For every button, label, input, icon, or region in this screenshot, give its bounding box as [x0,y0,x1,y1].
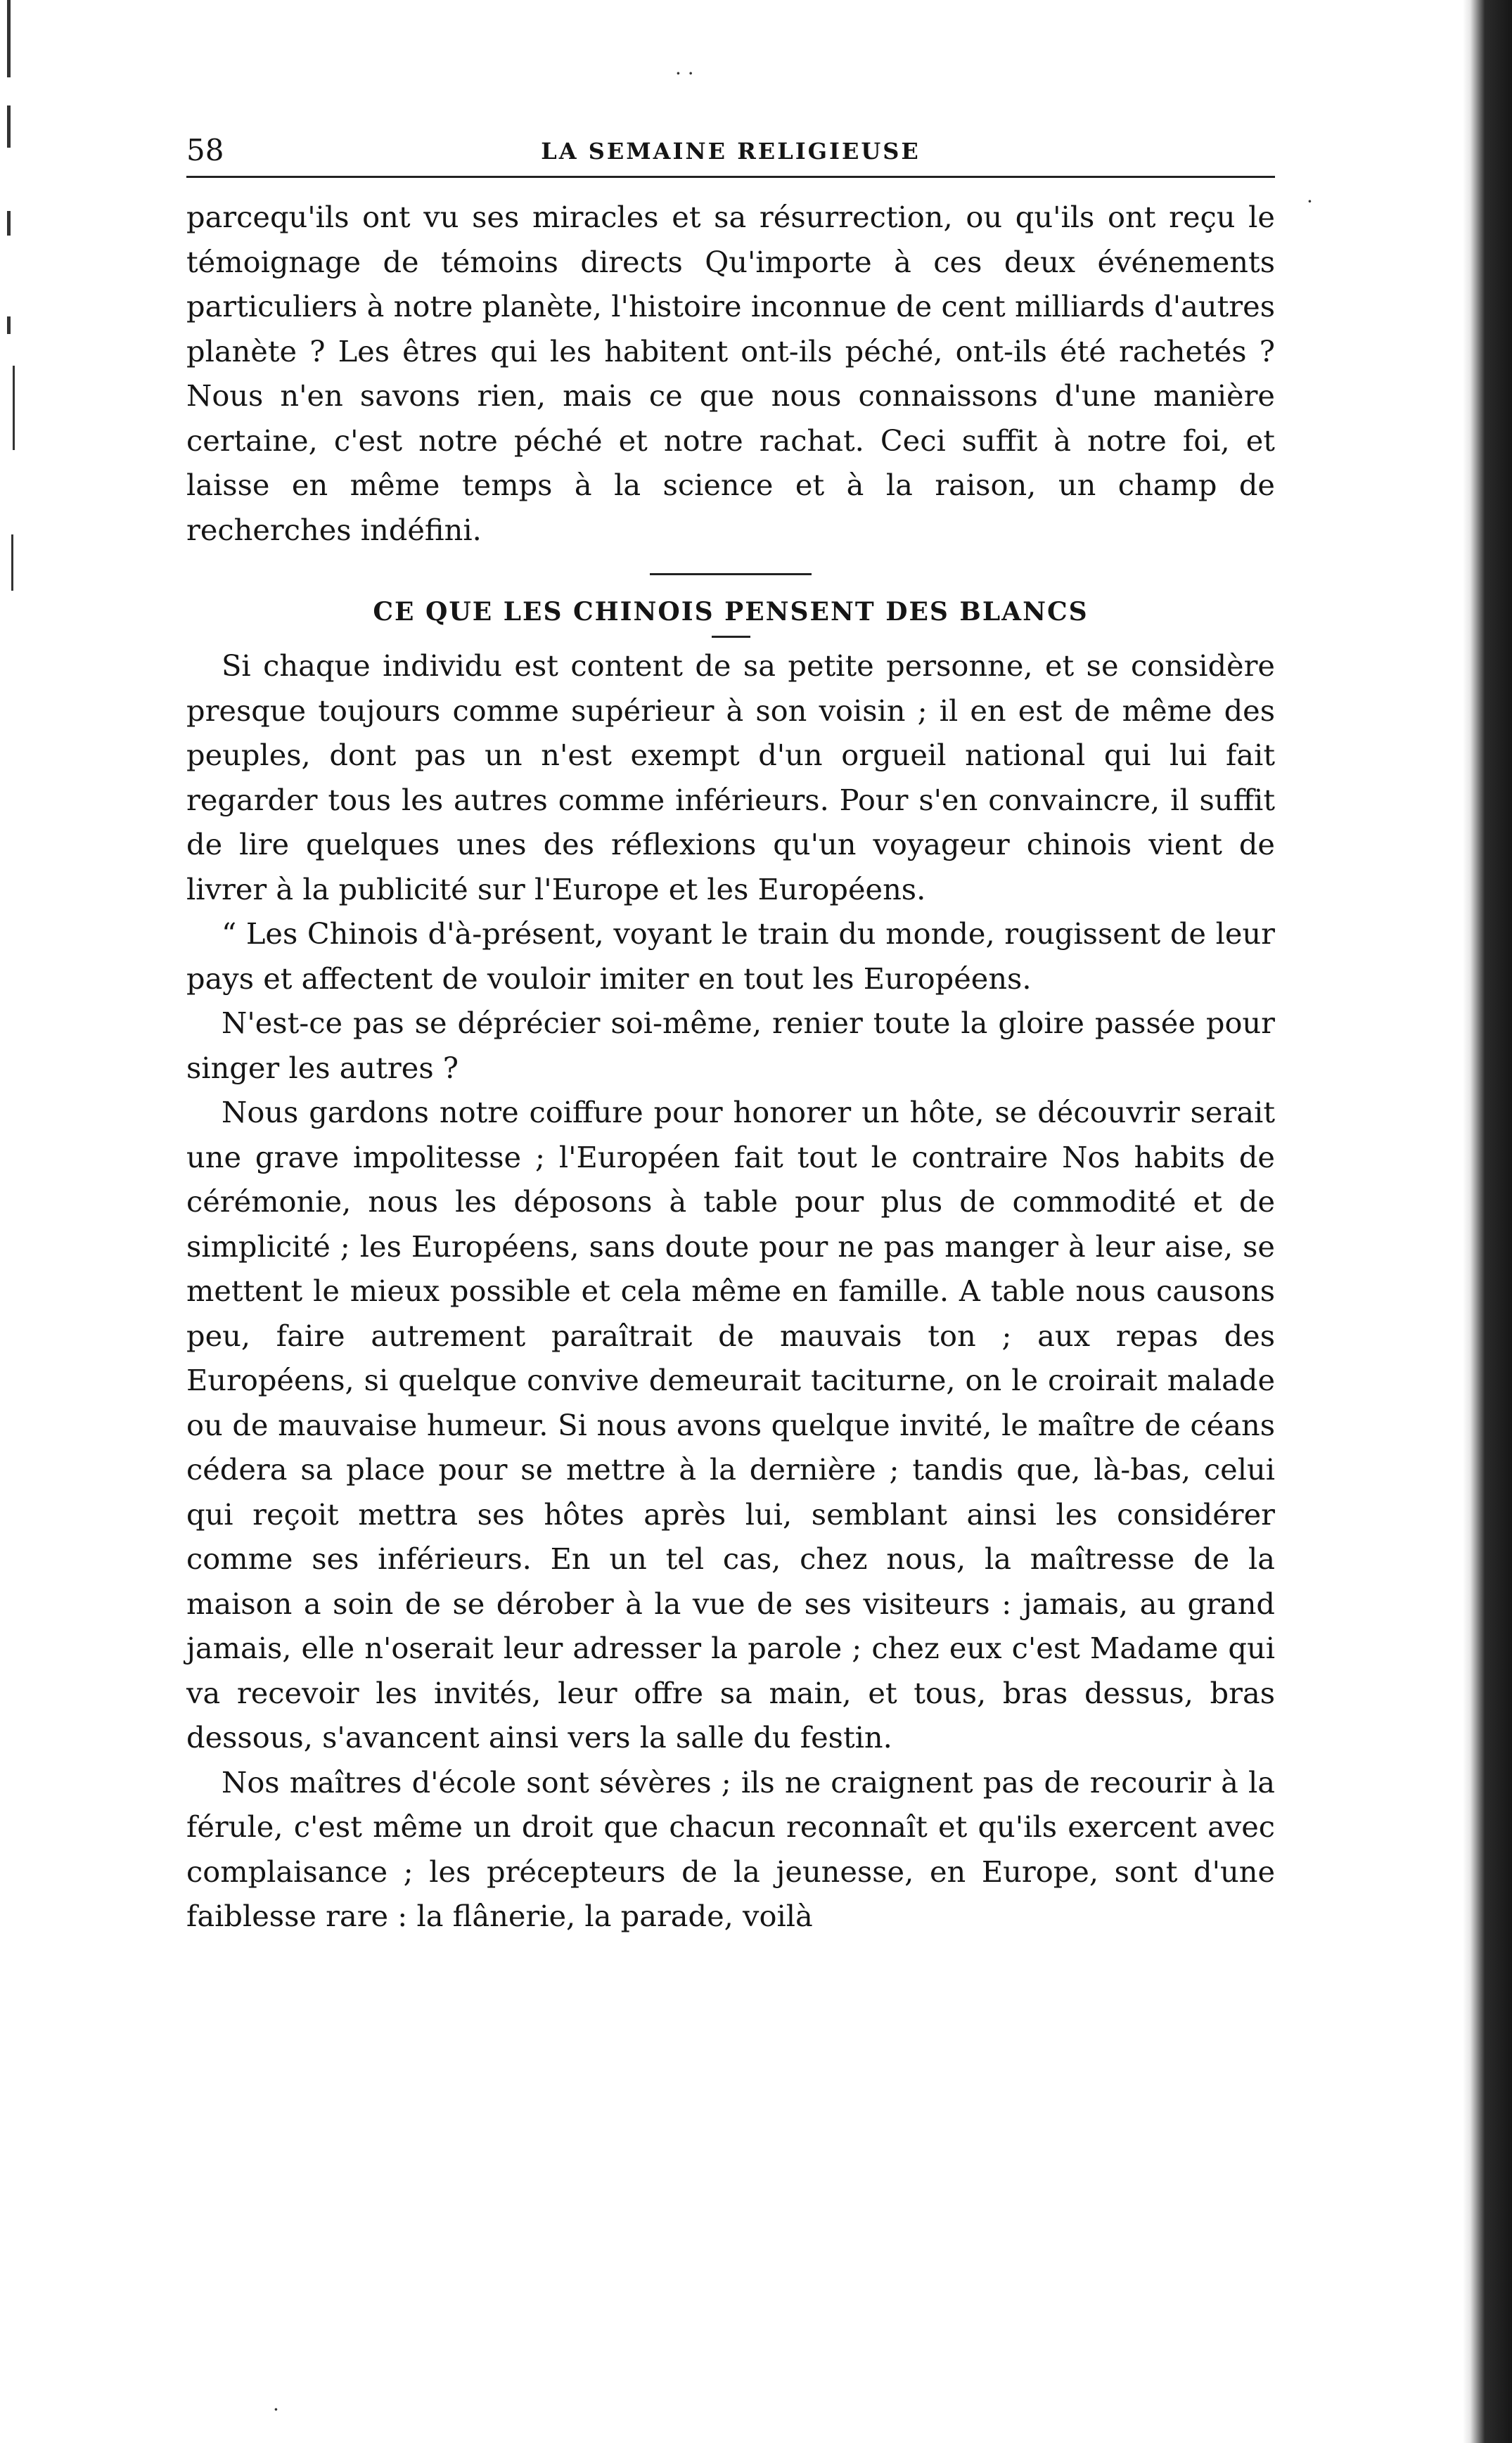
page-content [186,134,1275,1939]
scan-speck: · [273,2398,279,2421]
paragraph-continued: parcequ'ils ont vu ses miracles et sa résurrection, ou qu'ils ont reçu le témoignage de témoins directs Qu'importe à ces deux événements particuliers à notre planète, l'histoire inconnue de cent milliards d'autres planète ? Les êtres qui les habitent ont-ils péché, ont-ils été rachetés ? Nous n'en savons rien, mais ce que nous connaissons d'une manière certaine, c'est notre péché et notre rachat. Ceci suffit à notre foi, et laisse en même temps à la science et à la raison, un champ de recherches indéfini. [186,200,1275,547]
journal-title: LA SEMAINE RELIGIEUSE [541,138,921,165]
article-paragraph: Nos maîtres d'école sont sévères ; ils ne craignent pas de recourir à la férule, c'est même un droit que chacun reconnaît et qu'ils exercent avec complaisance ; les précepteurs de la jeunesse, en Europe, sont d'une faiblesse rare : la flânerie, la parade, voilà [186,1764,1275,1933]
article-paragraph: N'est-ce pas se déprécier soi-même, renier toute la gloire passée pour singer les autres ? [186,1006,1275,1085]
article-paragraph: “ Les Chinois d'à-présent, voyant le train du monde, rougissent de leur pays et affectent de vouloir imiter en tout les Européens. [186,916,1275,996]
scan-left-edge [0,0,42,2443]
running-head [186,134,1275,178]
heading-underline [712,636,750,638]
scan-speck: · [1307,190,1313,213]
article-paragraph: Nous gardons notre coiffure pour honorer un hôte, se découvrir serait une grave impolitesse ; l'Européen fait tout le contraire Nos habits de cérémonie, nous les déposons à table pour plus de commodité et de simplicité ; les Européens, sans doute pour ne pas manger à leur aise, se mettent le mieux possible et cela même en famille. A table nous causons peu, faire autrement paraîtrait de mauvais ton ; aux repas des Européens, si quelque convive demeurait taciturne, on le croirait malade ou de mauvaise humeur. Si nous avons quelque invité, le maître de céans cédera sa place pour se mettre à la dernière ; tandis que, là-bas, celui qui reçoit mettra ses hôtes après lui, semblant ainsi les considérer comme ses inférieurs. En un tel cas, chez nous, la maîtresse de la maison a soin de se dérober à la vue de ses visiteurs : jamais, au grand jamais, elle n'oserait leur adresser la parole ; chez eux c'est Madame qui va recevoir les invités, leur offre sa main, et tous, bras dessus, bras dessous, s'avancent ainsi vers la salle du festin. [186,1095,1275,1755]
section-divider [650,573,812,575]
scan-binding-edge [1463,0,1512,2443]
page-number: 58 [186,133,224,167]
section-heading: CE QUE LES CHINOIS PENSENT DES BLANCS [373,597,1089,627]
scan-speck: · · [675,62,694,85]
article-paragraph: Si chaque individu est content de sa petite personne, et se considère presque toujours comme supérieur à son voisin ; il en est de même des peuples, dont pas un n'est exempt d'un orgueil national qui lui fait regarder tous les autres comme inférieurs. Pour s'en convaincre, il suffit de lire quelques unes des réflexions qu'un voyageur chinois vient de livrer à la publicité sur l'Europe et les Européens. [186,648,1275,906]
